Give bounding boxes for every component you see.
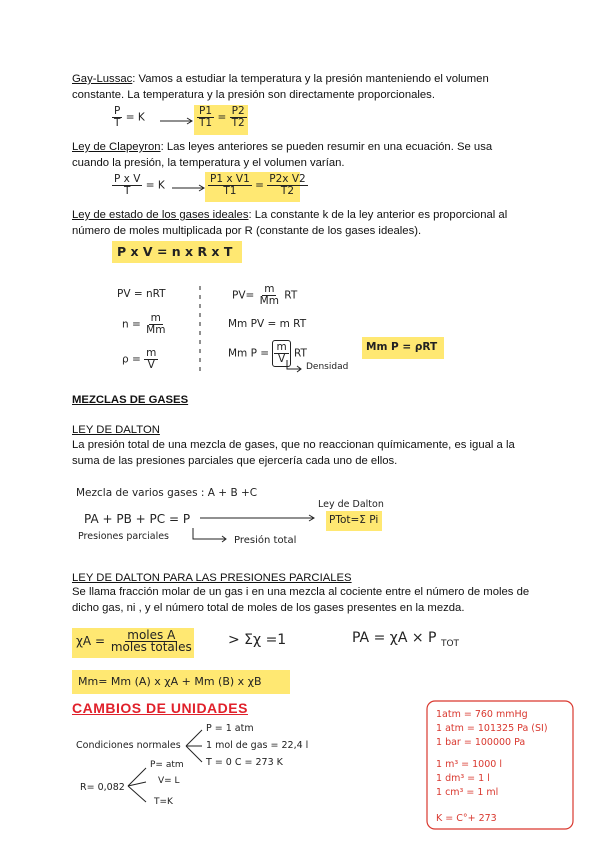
unit-conversion: 1atm = 760 mmHg [436, 709, 528, 720]
equals-sign: = [255, 179, 264, 192]
unit-conversion: 1 bar = 100000 Pa [436, 737, 526, 748]
equals-sign: = [217, 111, 227, 124]
parciales-text: Se llama fracción molar de un gas i en una mezcla al cociente entre el número de moles de dicho gas, ni , y el número total de moles de los gases presentes en la mezda. [72, 586, 530, 614]
clapeyron-title: Ley de Clapeyron [72, 141, 161, 153]
density-equation [122, 348, 158, 371]
ideal-gas-paragraph [72, 207, 532, 239]
arrow-icon [190, 528, 232, 544]
clapeyron-paragraph [72, 139, 532, 171]
clapeyron-ratio [112, 174, 165, 197]
fraction-den: T2 [231, 117, 245, 129]
fraction-den: V [277, 353, 286, 365]
clapeyron-equality [208, 174, 308, 197]
clapeyron-text: : Las leyes anteriores se pueden resumir en una ecuación. Se usa cuando la presión, la temperatura y el volumen varían. [72, 141, 493, 169]
ideal-gas-text: : La constante k de la ley anterior es proporcional al número de moles multiplicada por R (constante de los gases ideales). [72, 209, 508, 237]
fraction-den: moles totales [110, 640, 192, 654]
mezclas-heading: MEZCLAS DE GASES [72, 394, 189, 406]
cn-item: P = 1 atm [206, 723, 254, 734]
ideal-gas-formula: P x V = n x R x T [117, 244, 233, 259]
sum-chi: > Σχ =1 [228, 632, 287, 648]
unit-conversion: 1 cm³ = 1 ml [436, 787, 499, 798]
cn-item: T = 0 C = 273 K [206, 757, 283, 768]
dalton-text: La presión total de una mezcla de gases, que no reaccionan químicamente, es igual a la suma de las presiones parciales que ejercería cada uno de ellos. [72, 439, 515, 467]
equals-k: = K [125, 111, 145, 124]
fraction-den: Mm [146, 324, 166, 336]
dalton-law-label: Ley de Dalton [318, 499, 384, 510]
cn-label: Condiciones normales [76, 740, 181, 751]
moles-equation [122, 313, 167, 336]
gay-lussac-ratio [112, 106, 145, 129]
arrow-icon [200, 514, 318, 522]
fraction-den: Mm [259, 295, 279, 307]
eq-rhs: RT [284, 289, 298, 302]
fraction-num: m [146, 347, 157, 359]
fraction-den: T [123, 185, 131, 197]
density-label: Densidad [306, 362, 349, 372]
parciales-heading: LEY DE DALTON PARA LAS PRESIONES PARCIALES [72, 572, 352, 584]
equals-k: = K [145, 179, 165, 192]
gay-lussac-title: Gay-Lussac [72, 73, 133, 85]
arrow-icon [285, 360, 305, 374]
eq-lhs: Mm P = [228, 347, 270, 360]
fraction-num: P1 x V1 [210, 173, 250, 185]
pa-subscript: TOT [440, 638, 460, 649]
arrow-icon [172, 184, 208, 192]
fraction-num: P x V [114, 173, 141, 185]
eq-lhs: n = [122, 318, 141, 331]
fraction-num: P2x V2 [269, 173, 306, 185]
pa-eq-text: PA = χA × P [352, 630, 437, 646]
mix-label: Mezcla de varios gases : A + B +C [76, 487, 258, 499]
fraction-num: P1 [199, 105, 213, 117]
arrow-icon [160, 117, 196, 125]
dalton-heading: LEY DE DALTON [72, 424, 160, 436]
r-constant: R= 0,082 [80, 782, 125, 793]
gay-lussac-paragraph [72, 71, 532, 103]
r-unit: P= atm [150, 760, 184, 770]
r-unit: T=K [154, 797, 173, 807]
fraction-den: V [147, 359, 155, 371]
fraction-num: P2 [231, 105, 245, 117]
branch-arrows [186, 726, 206, 766]
fraction-den: T [114, 117, 121, 129]
gay-lussac-text: : Vamos a estudiar la temperatura y la presión manteniendo el volumen constante. La temperatura y la presión son directamente proporcionales. [72, 73, 489, 101]
eq-lhs: χA = [76, 634, 106, 648]
gay-lussac-equality [197, 106, 247, 129]
fraction-num: m [150, 312, 161, 324]
fraction-num: P [114, 105, 121, 117]
mixture-molar-mass: Mm= Mm (A) x χA + Mm (B) x χB [78, 675, 262, 688]
r-unit: V= L [158, 776, 180, 786]
dalton-law-formula: PTot=Σ Pi [329, 514, 379, 526]
unit-conversion: 1 dm³ = 1 l [436, 773, 490, 784]
eq-lhs: PV= [232, 289, 255, 302]
unit-conversion: K = C°+ 273 [436, 813, 497, 824]
fraction-num: m [264, 283, 275, 295]
fraction-num: m [276, 341, 287, 353]
dalton-sum: PA + PB + PC = P [84, 512, 191, 526]
partial-pressures-label: Presiones parciales [78, 531, 170, 542]
branch-arrows [128, 766, 150, 806]
unidades-heading: CAMBIOS DE UNIDADES [72, 700, 248, 716]
eq-rhs: RT [294, 347, 307, 360]
mm-pv-mrt: Mm PV = m RT [228, 318, 307, 330]
divider [198, 286, 202, 376]
unit-conversion: 1 m³ = 1000 l [436, 759, 502, 770]
unit-conversion: 1 atm = 101325 Pa (SI) [436, 723, 548, 734]
density-result: Mm P = ρRT [366, 341, 438, 353]
partial-pressure-eq [352, 630, 459, 649]
fraction-den: T2 [280, 185, 295, 197]
fraction-num: moles A [127, 628, 176, 642]
pv-molar-mass [232, 284, 297, 307]
mole-fraction [76, 630, 194, 653]
fraction-den: T1 [223, 185, 237, 197]
cn-item: 1 mol de gas = 22,4 l [206, 740, 309, 751]
total-pressure-label: Presión total [234, 535, 297, 546]
ideal-gas-title: Ley de estado de los gases ideales [72, 209, 249, 221]
fraction-den: T1 [199, 117, 213, 129]
pv-nrt: PV = nRT [117, 288, 166, 300]
eq-lhs: ρ = [122, 353, 141, 366]
